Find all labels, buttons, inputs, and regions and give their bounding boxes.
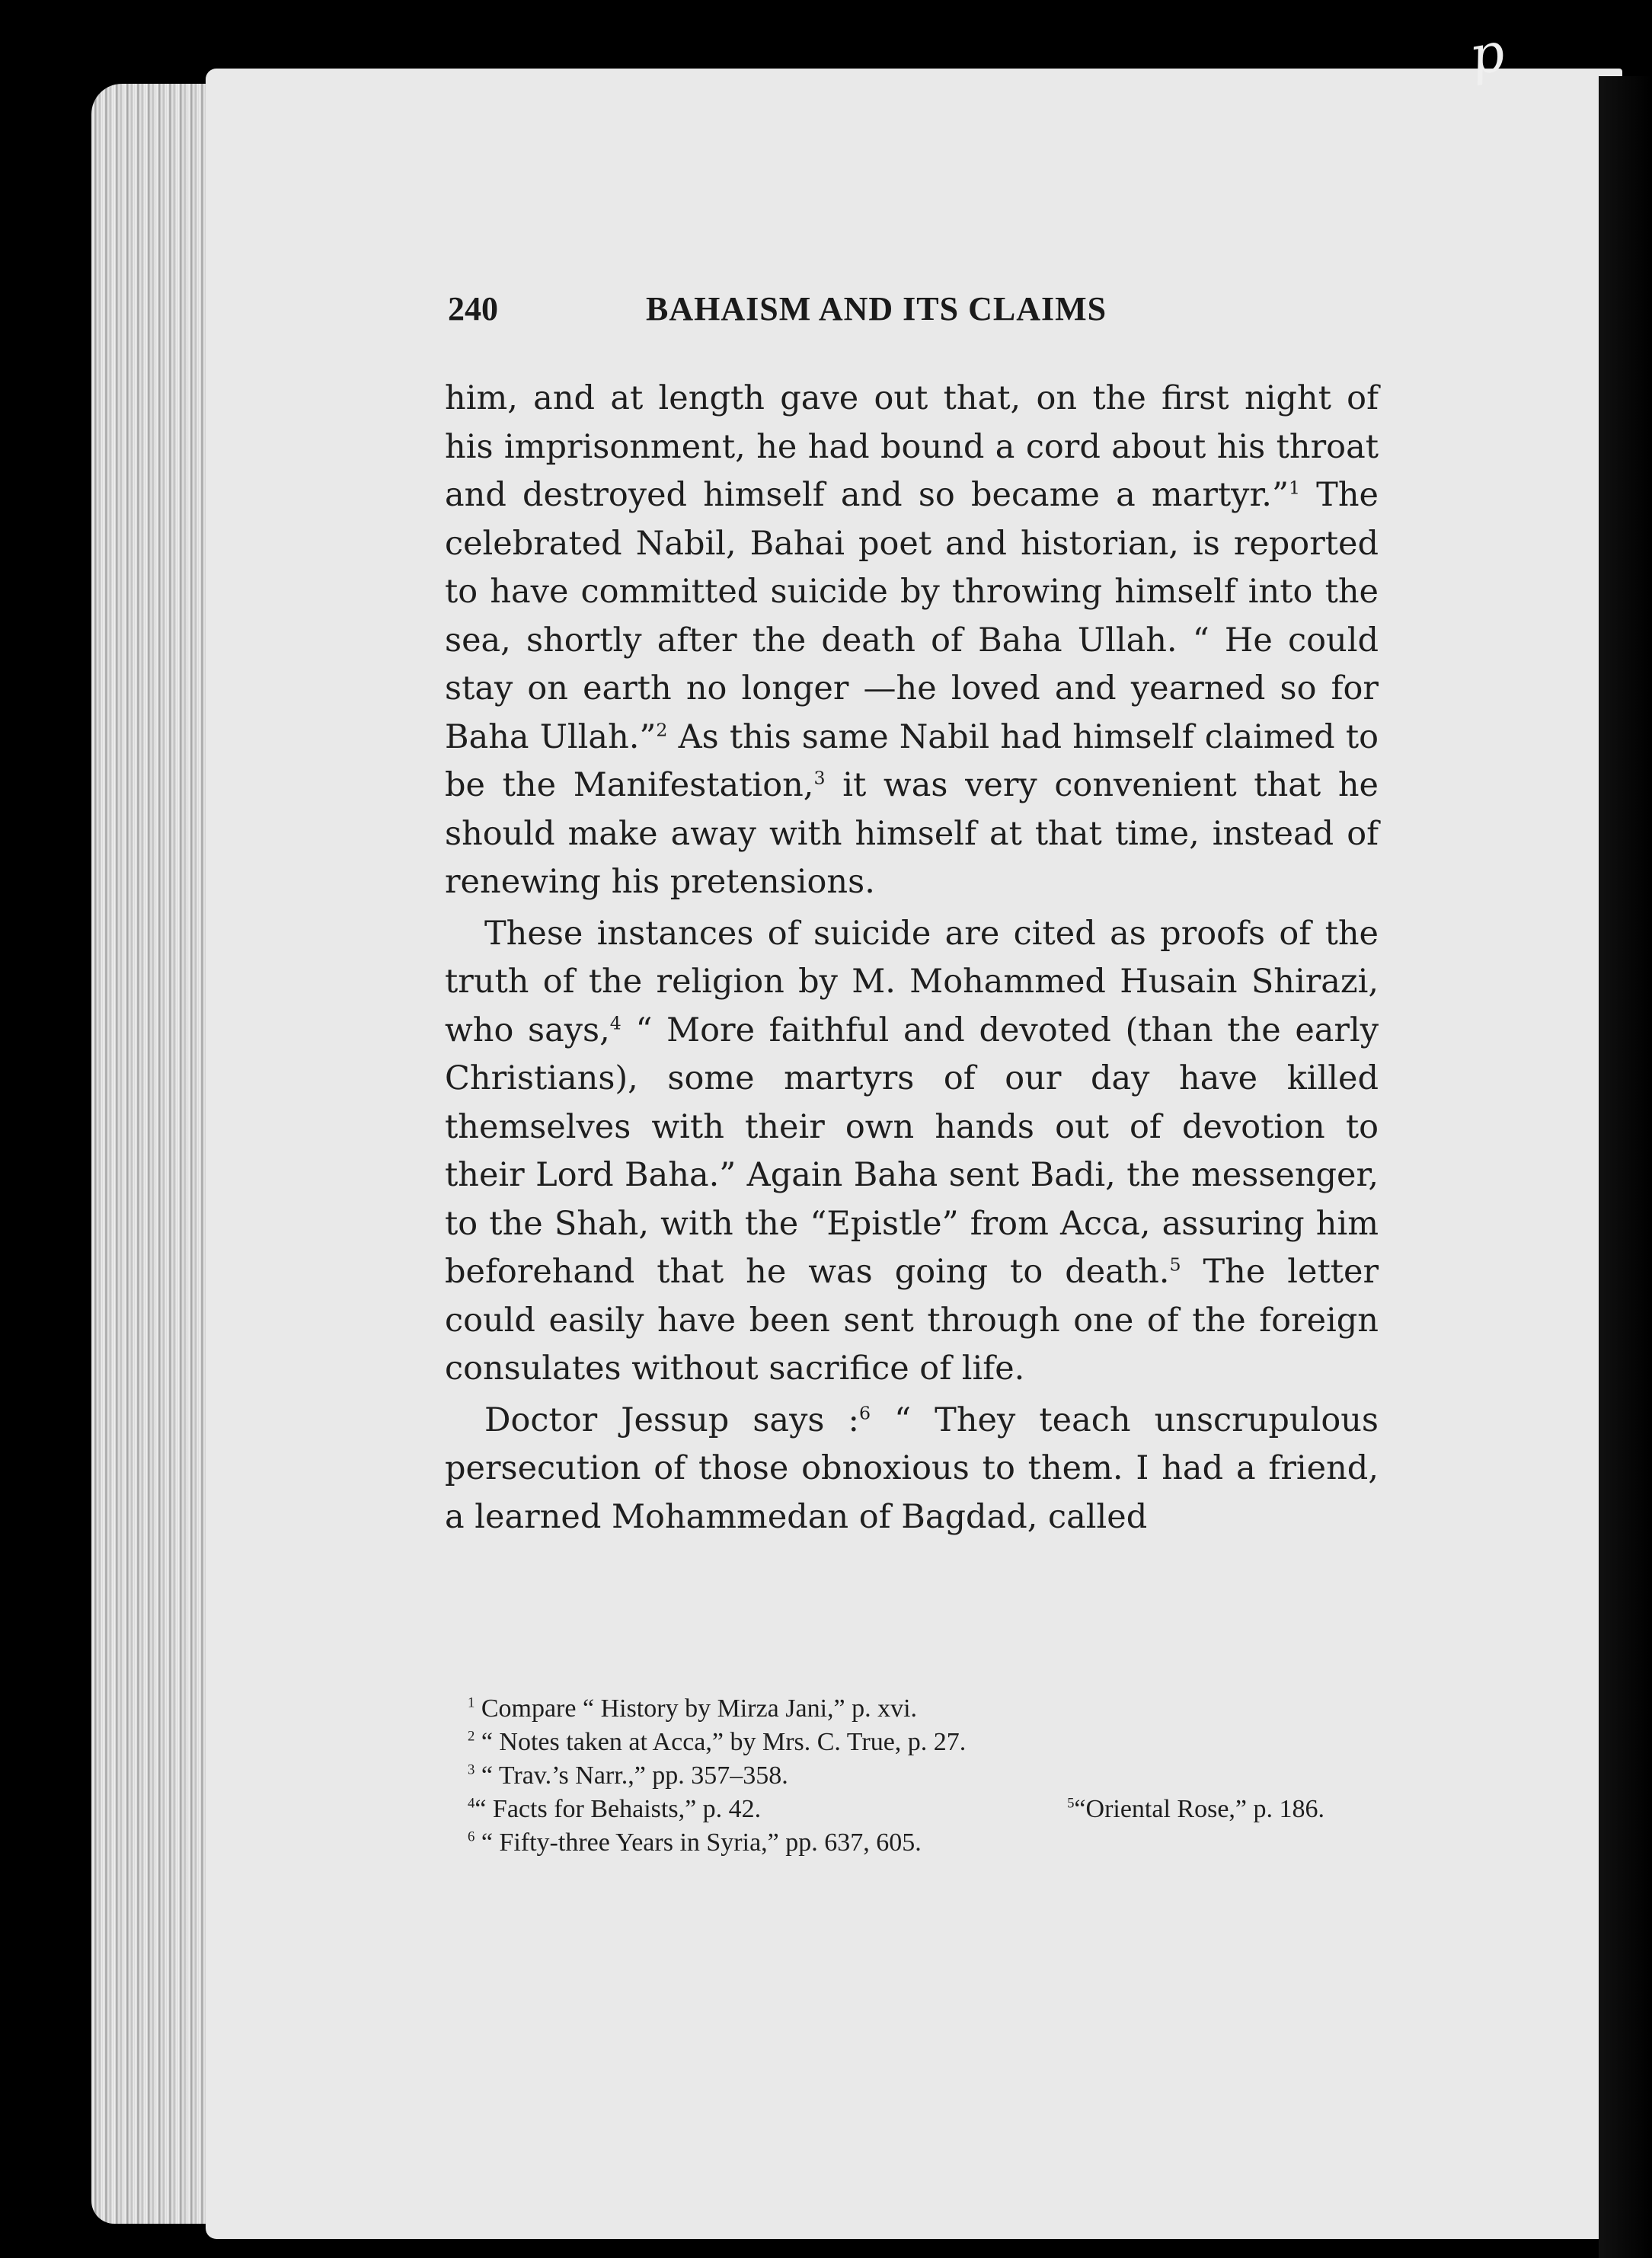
- text-run: “ More faithful and devoted (than the early Christians), some martyrs of our day have killed themselves with their own hands out of devotion to their Lord Baha.” Again Baha sent Badi, the messenger, to the Shah, with the “Epistle” from Acca, assuring him beforehand that he was going to death.: [445, 1011, 1379, 1291]
- footnote-ref-6: 6: [859, 1402, 871, 1424]
- running-head: BAHAISM AND ITS CLAIMS: [646, 290, 1107, 327]
- footnote-2: [468, 1726, 1366, 1759]
- footnote-ref-4: 4: [609, 1012, 621, 1034]
- footnote-number: 2: [468, 1728, 475, 1745]
- footnote-ref-2: 2: [656, 719, 668, 741]
- page-number: 240: [448, 290, 498, 327]
- footnote-5: [1067, 1793, 1324, 1826]
- text-run: him, and at length gave out that, on the first night of his imprisonment, he had bound a cord about his throat and destroyed himself and so became a martyr.”: [445, 379, 1379, 514]
- paragraph-3: [445, 1397, 1379, 1542]
- text-run: The letter could easily have been sent through one of the foreign consulates without sacrifice of life.: [445, 1253, 1379, 1388]
- footnote-number: 4: [468, 1795, 475, 1812]
- footnote-number: 1: [468, 1694, 475, 1711]
- footnote-text: “ Facts for Behaists,” p. 42.: [475, 1795, 762, 1823]
- text-run: it was very convenient that he should make away with himself at that time, instead of renewing his pretensions.: [445, 766, 1379, 901]
- body-text: [445, 375, 1379, 1541]
- footnotes: [468, 1692, 1366, 1860]
- paragraph-1: [445, 375, 1379, 907]
- text-run: “ They teach unscrupulous persecution of those obnoxious to them. I had a friend, a learned Mohammedan of Bagdad, called: [445, 1400, 1379, 1536]
- footnote-6: [468, 1826, 1366, 1860]
- text-run: As this same Nabil had himself claimed to be the Manifestation,: [445, 717, 1379, 804]
- text-run: The celebrated Nabil, Bahai poet and historian, is reported to have committed suicide by throwing himself into the sea, shortly after the death of Baha Ullah. “ He could stay on earth no longer —he loved and yearned so for Baha Ullah.”: [445, 476, 1379, 756]
- right-shadow: [1599, 76, 1652, 2258]
- footnote-3: [468, 1759, 1366, 1793]
- footnote-text: “ Trav.’s Narr.,” pp. 357–358.: [475, 1761, 788, 1790]
- footnote-text: “Oriental Rose,” p. 186.: [1074, 1795, 1324, 1823]
- footnote-number: 6: [468, 1828, 475, 1845]
- footnote-ref-1: 1: [1288, 477, 1300, 499]
- footnote-1: [468, 1692, 1366, 1726]
- footnote-number: 3: [468, 1761, 475, 1778]
- page-edges: [91, 84, 213, 2224]
- footnote-text: “ Fifty-three Years in Syria,” pp. 637, 605.: [475, 1828, 922, 1857]
- footnote-row-4-5: [468, 1793, 1366, 1826]
- corner-mark: p: [1465, 20, 1510, 88]
- footnote-text: “ Notes taken at Acca,” by Mrs. C. True, p. 27.: [475, 1728, 967, 1756]
- text-run: These instances of suicide are cited as proofs of the truth of the religion by M. Mohammed Husain Shirazi, who says,: [445, 914, 1379, 1049]
- footnote-text: Compare “ History by Mirza Jani,” p. xvi.: [475, 1694, 918, 1723]
- footnote-ref-3: 3: [813, 767, 826, 789]
- paragraph-2: [445, 910, 1379, 1394]
- footnote-4: [468, 1793, 761, 1826]
- footnote-ref-5: 5: [1169, 1254, 1181, 1276]
- footnote-number: 5: [1067, 1795, 1075, 1812]
- text-run: Doctor Jessup says :: [484, 1400, 859, 1439]
